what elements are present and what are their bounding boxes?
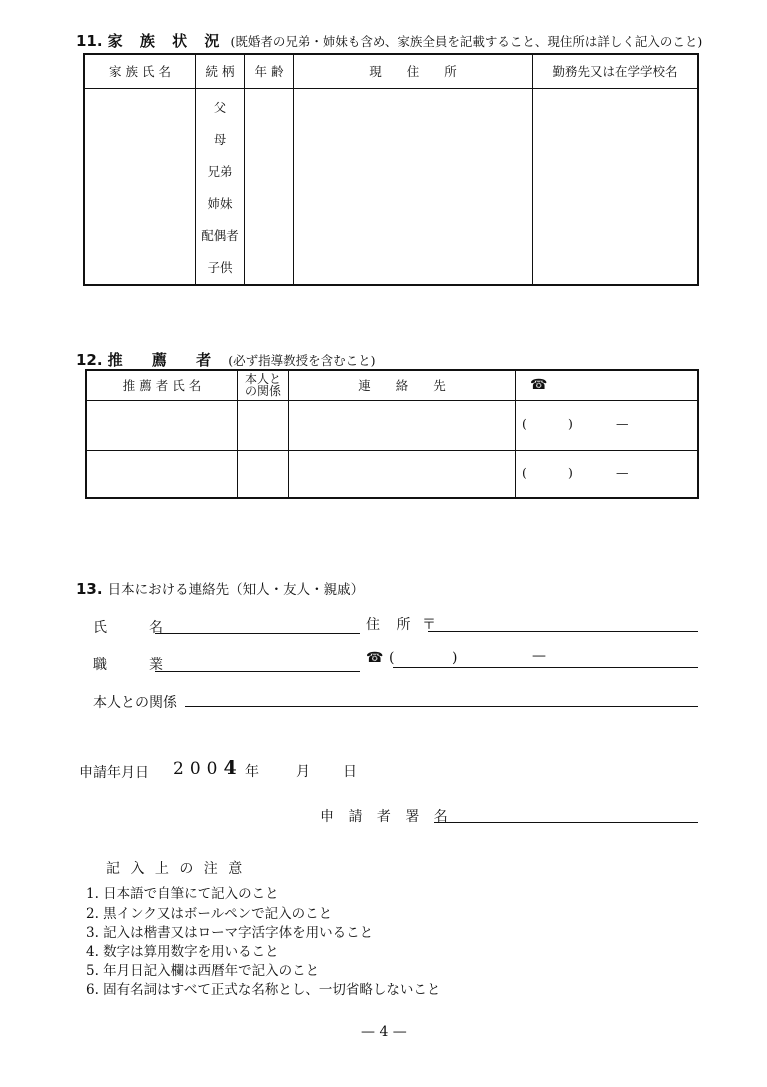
section-11-heading (76, 30, 702, 51)
relation-mother: 母 (213, 131, 227, 147)
relation-header-line1: 本人と (244, 372, 281, 387)
contact-occupation-label: 職 業 (93, 657, 177, 673)
relation-brothers: 兄弟 (207, 163, 233, 179)
family-age-header: 年 齢 (245, 54, 294, 88)
phone-icon: ☎ (516, 370, 699, 400)
recommender-contact-cell[interactable] (289, 400, 516, 450)
contact-phone-close: ) (452, 650, 458, 666)
signature-field[interactable] (434, 822, 698, 823)
recommender-relation-cell[interactable] (238, 450, 289, 498)
family-address-header: 現 住 所 (294, 54, 533, 88)
relation-spouse: 配偶者 (201, 227, 239, 243)
recommender-relation-cell[interactable] (238, 400, 289, 450)
contact-phone-field[interactable] (393, 667, 698, 668)
family-name-cell[interactable] (84, 88, 196, 285)
phone-dash: — (616, 415, 629, 431)
recommender-table (85, 369, 699, 499)
notes-heading: 記 入 上 の 注 意 (106, 861, 246, 877)
contact-phone-icon: ☎ (366, 650, 384, 666)
signature-label: 申 請 者 署 名 (320, 809, 453, 825)
note-item: 3. 記入は楷書又はローマ字活字体を用いること (86, 925, 374, 941)
section-13-title: 日本における連絡先（知人・友人・親戚） (107, 582, 365, 598)
recommender-phone-cell[interactable] (516, 400, 699, 450)
family-age-cell[interactable] (245, 88, 294, 285)
recommender-relation-header (238, 370, 289, 400)
section-12-title: 推 薦 者 (107, 351, 224, 369)
contact-phone-dash: — (532, 648, 546, 664)
phone-close-paren: ) (568, 415, 573, 431)
section-12-heading (76, 349, 375, 370)
family-relation-header: 続 柄 (196, 54, 245, 88)
section-11-number: 11. (76, 32, 103, 50)
family-table (83, 53, 699, 286)
recommender-contact-cell[interactable] (289, 450, 516, 498)
note-item: 6. 固有名詞はすべて正式な名称とし、一切省略しないこと (86, 982, 441, 998)
recommender-name-header: 推 薦 者 氏 名 (86, 370, 238, 400)
family-name-header: 家 族 氏 名 (84, 54, 196, 88)
contact-address-field[interactable] (428, 631, 698, 632)
application-date-label: 申請年月日 (79, 765, 149, 781)
phone-open-paren: ( (522, 464, 527, 480)
contact-phone-open: ( (389, 650, 395, 666)
relation-header-line2: の関係 (244, 384, 281, 399)
month-unit: 月 (296, 764, 310, 780)
phone-open-paren: ( (522, 415, 527, 431)
relation-children: 子供 (207, 259, 233, 275)
contact-occupation-field[interactable] (155, 671, 360, 672)
contact-relation-field[interactable] (185, 706, 698, 707)
recommender-name-cell[interactable] (86, 400, 238, 450)
section-12-number: 12. (76, 351, 103, 369)
family-address-cell[interactable] (294, 88, 533, 285)
recommender-name-cell[interactable] (86, 450, 238, 498)
note-item: 5. 年月日記入欄は西暦年で記入のこと (86, 963, 320, 979)
note-item: 2. 黒インク又はボールペンで記入のこと (86, 906, 333, 922)
contact-address-label: 住 所 (366, 617, 417, 633)
section-11-note: (既婚者の兄弟・姉妹も含め、家族全員を記載すること、現住所は詳しく記入のこと) (230, 34, 703, 49)
phone-close-paren: ) (568, 464, 573, 480)
postal-mark-icon: 〒 (422, 617, 436, 633)
phone-dash: — (616, 464, 629, 480)
note-item: 4. 数字は算用数字を用いること (86, 944, 279, 960)
note-item: 1. 日本語で自筆にて記入のこと (86, 886, 279, 902)
contact-name-label: 氏 名 (93, 620, 177, 636)
relation-sisters: 姉妹 (207, 195, 233, 211)
year-unit: 年 (245, 764, 259, 780)
day-unit: 日 (343, 764, 357, 780)
recommender-phone-cell[interactable] (516, 450, 699, 498)
section-13-number: 13. (76, 580, 103, 598)
section-12-note: (必ず指導教授を含むこと) (228, 353, 376, 368)
contact-name-field[interactable] (155, 633, 360, 634)
recommender-contact-header: 連 絡 先 (289, 370, 516, 400)
contact-relation-label: 本人との関係 (93, 695, 177, 711)
section-13-heading (76, 578, 364, 598)
relation-father: 父 (213, 99, 227, 115)
year-last-digit: 4 (223, 757, 237, 779)
section-11-title: 家 族 状 況 (107, 32, 226, 50)
family-relation-cell (196, 88, 245, 285)
page-number: — 4 — (361, 1024, 407, 1040)
family-workplace-header: 勤務先又は在学学校名 (533, 54, 699, 88)
year-prefix: 200 (173, 759, 224, 779)
application-year (173, 757, 237, 779)
family-workplace-cell[interactable] (533, 88, 699, 285)
